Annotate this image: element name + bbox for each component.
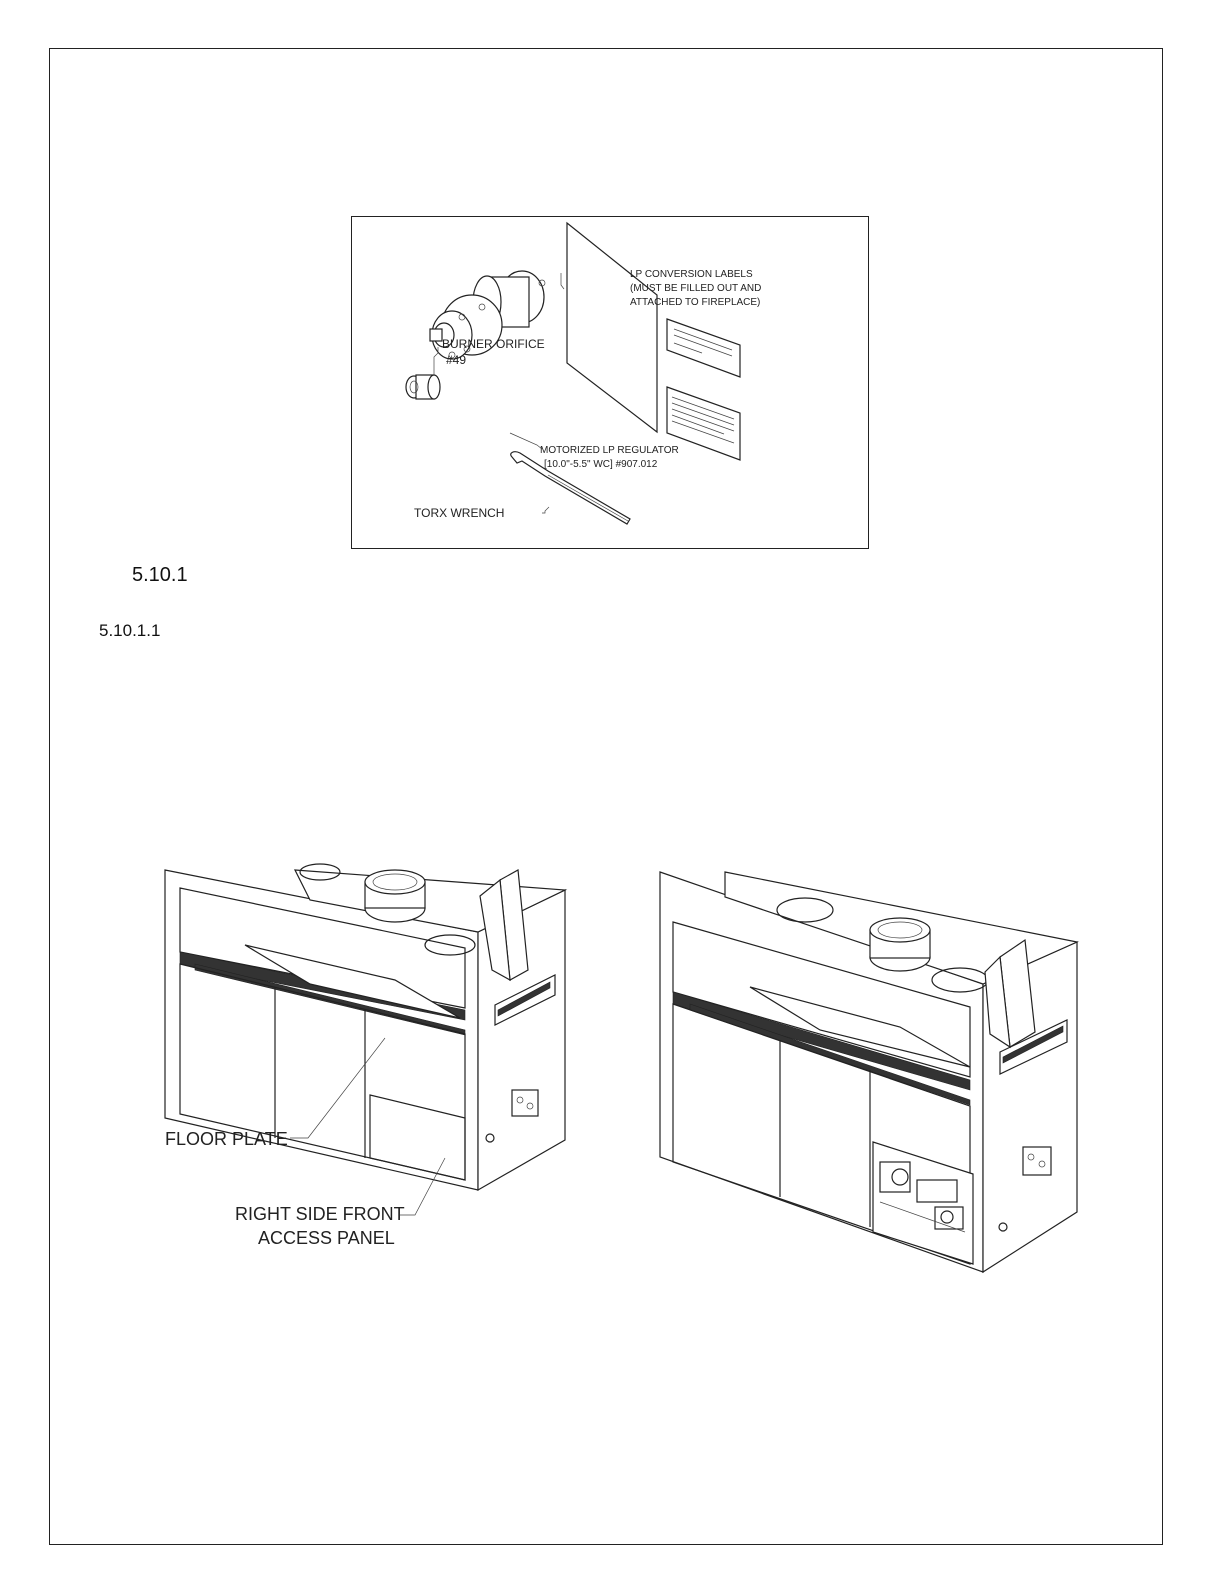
lp-labels-text-1: LP CONVERSION LABELS [630, 269, 753, 280]
fireplace-panel-removed-drawing [655, 862, 1085, 1282]
lp-labels-text-3: ATTACHED TO FIREPLACE) [630, 297, 761, 308]
orifice-size-text: #49 [446, 353, 467, 367]
burner-orifice-text: BURNER ORIFICE [442, 337, 545, 351]
conversion-kit-drawing [352, 217, 868, 548]
flue-collar [365, 870, 425, 922]
lp-labels-text-2: (MUST BE FILLED OUT AND [630, 283, 762, 294]
access-panel-label-1: RIGHT SIDE FRONT [235, 1204, 405, 1224]
flue-collar [870, 918, 930, 971]
conversion-label-1 [667, 319, 740, 377]
fireplace-panel-installed-drawing [160, 860, 580, 1260]
section-number: 5.10.1 [132, 564, 188, 586]
subsection-number: 5.10.1.1 [99, 621, 161, 640]
regulator-text-2: [10.0"-5.5" WC] #907.012 [544, 459, 658, 470]
burner-orifice-part [406, 375, 440, 399]
torx-wrench-text: TORX WRENCH [414, 506, 505, 520]
floor-plate-label: FLOOR PLATE [165, 1129, 288, 1149]
regulator-text-1: MOTORIZED LP REGULATOR [540, 445, 679, 456]
conversion-kit-figure [351, 216, 869, 549]
access-panel-label-2: ACCESS PANEL [258, 1228, 395, 1248]
label-sheet [567, 223, 657, 432]
